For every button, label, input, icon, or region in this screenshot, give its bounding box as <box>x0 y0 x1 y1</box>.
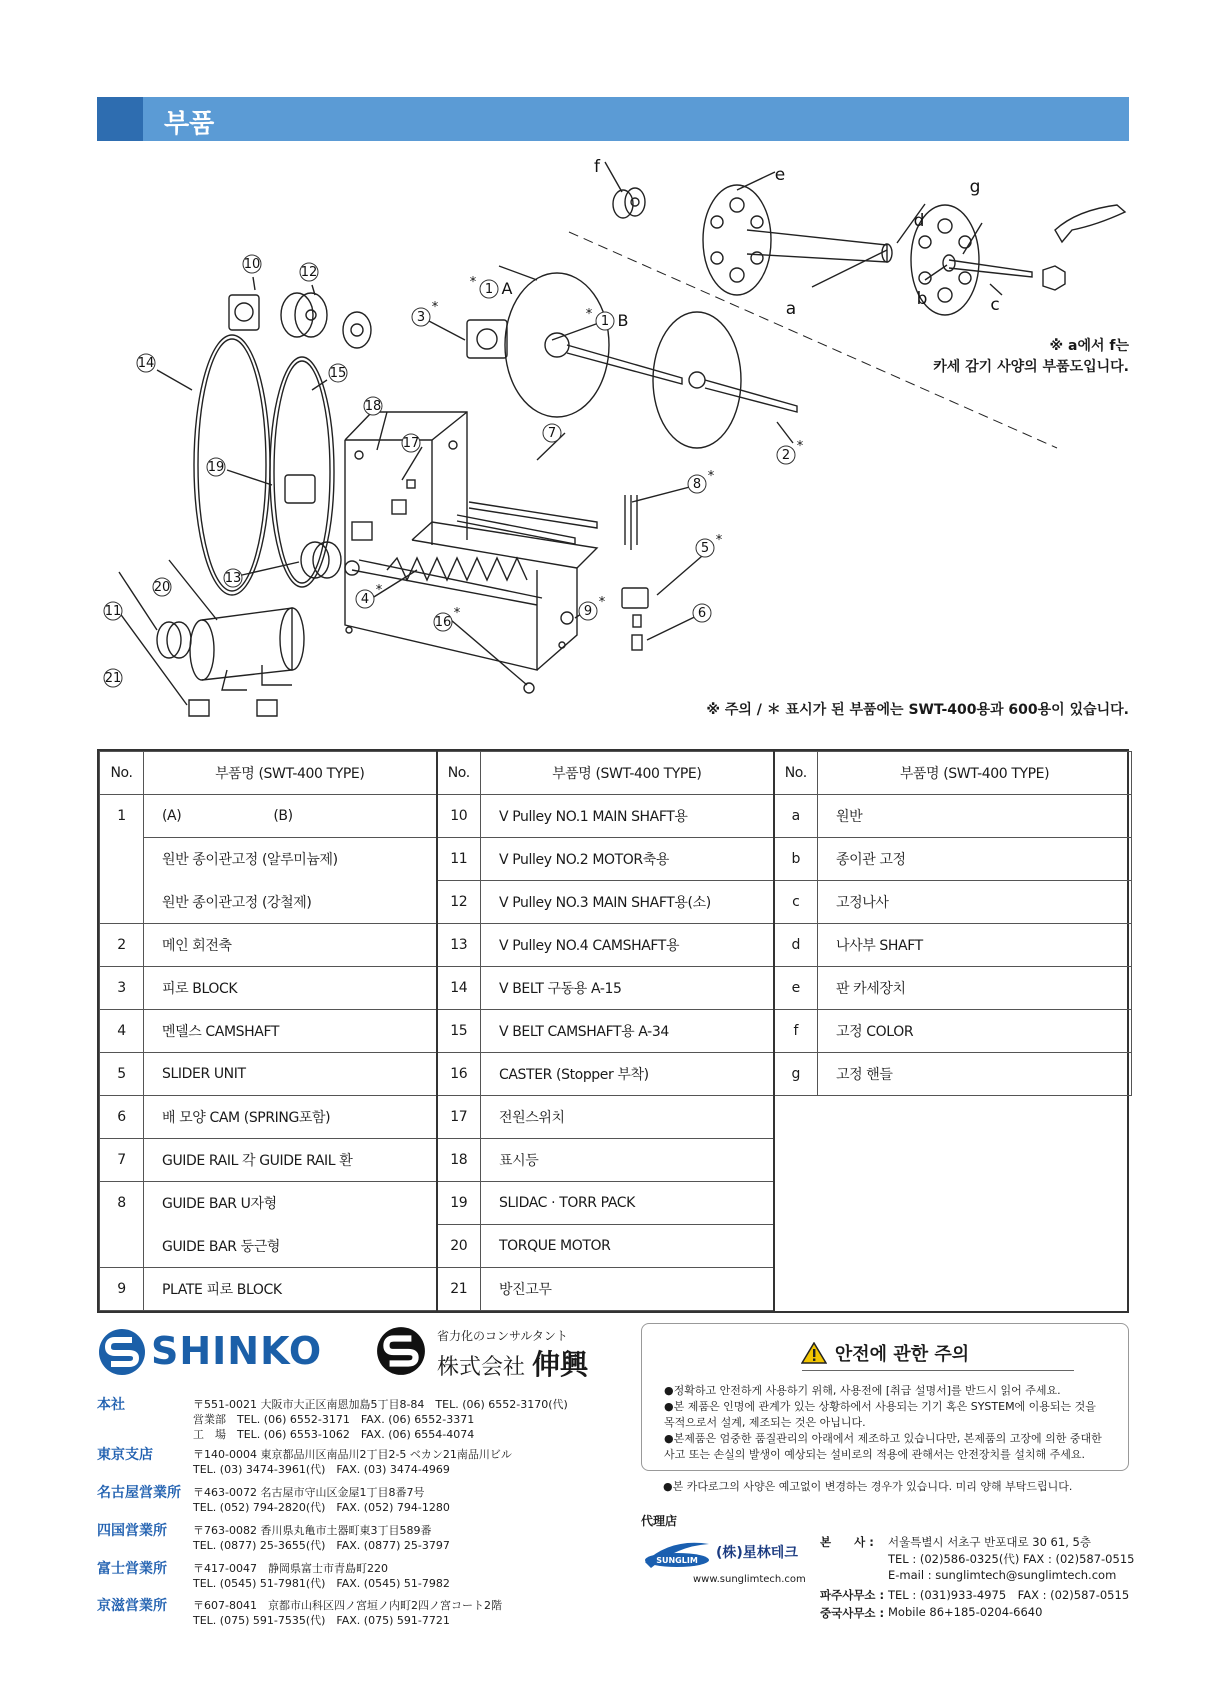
paju-label: 파주사무소 : <box>820 1588 885 1602</box>
table-row <box>100 924 1132 967</box>
svg-text:*: * <box>469 275 477 290</box>
svg-text:1: 1 <box>484 282 494 297</box>
svg-text:e: e <box>774 165 786 185</box>
col-name-header: 부품명 (SWT-400 TYPE) <box>144 752 437 795</box>
svg-text:11: 11 <box>104 604 122 619</box>
part-no: 6 <box>100 1096 144 1139</box>
table-row <box>100 881 1132 924</box>
part-name: 고정 COLOR <box>818 1010 1132 1053</box>
china-label: 중국사무소 : <box>820 1606 885 1620</box>
callout-3 <box>412 300 439 326</box>
part-no: 21 <box>437 1268 481 1311</box>
office-line: 〒607-8041 京都市山科区四ノ宮垣ノ内町2四ノ宮コート2階 <box>193 1599 502 1612</box>
safety-item: 사고 또는 손실의 발생이 예상되는 설비로의 적용에 관해서는 안전장치를 설치해 주세요. <box>664 1448 1085 1461</box>
office-line: TEL. (0545) 51-7981(代) FAX. (0545) 51-7982 <box>193 1577 450 1590</box>
svg-text:13: 13 <box>224 571 242 586</box>
svg-text:*: * <box>375 583 383 598</box>
safety-item: ●정확하고 안전하게 사용하기 위해, 사용전에 [취급 설명서]를 반드시 읽어 주세요. <box>664 1384 1061 1397</box>
svg-text:8: 8 <box>692 477 702 492</box>
exploded-view-drawing <box>97 150 1129 720</box>
callout-16 <box>434 606 461 631</box>
svg-text:b: b <box>916 289 928 309</box>
svg-text:*: * <box>796 439 804 454</box>
shinko-jp-mark-icon <box>375 1325 427 1377</box>
part-name: GUIDE BAR 둥근형 <box>144 1225 437 1268</box>
part-no: 8 <box>100 1182 144 1225</box>
table-header-row <box>100 752 1132 795</box>
part-no: 12 <box>437 881 481 924</box>
callout-6 <box>693 604 711 622</box>
callout-4 <box>356 583 383 608</box>
callout-20 <box>153 578 171 596</box>
svg-text:6: 6 <box>697 606 707 621</box>
callout-5 <box>696 533 723 557</box>
part-no: 16 <box>437 1053 481 1096</box>
svg-text:A: A <box>501 279 513 298</box>
office-line: 〒417-0047 静岡県富士市青島町220 <box>193 1562 388 1575</box>
shinko-s-mark-icon <box>97 1327 147 1377</box>
parts-diagram <box>97 150 1129 720</box>
dealer-label: 代理店 <box>641 1514 678 1528</box>
svg-text:18: 18 <box>364 399 382 414</box>
part-name: 전원스위치 <box>481 1096 774 1139</box>
callout-14 <box>137 354 155 372</box>
part-no: 7 <box>100 1139 144 1182</box>
hq-email[interactable]: E-mail : sunglimtech@sunglimtech.com <box>888 1568 1117 1582</box>
part-no: a <box>774 795 818 838</box>
callout-10 <box>243 255 261 273</box>
cassette-note-line2: 카세 감기 사양의 부품도입니다. <box>933 359 1129 375</box>
part-name: V Pulley NO.4 CAMSHAFT용 <box>481 924 774 967</box>
office-line: TEL. (03) 3474-3961(代) FAX. (03) 3474-4969 <box>193 1463 450 1476</box>
empty-cell <box>774 1096 1132 1311</box>
table-row <box>100 1053 1132 1096</box>
part-no: 9 <box>100 1268 144 1311</box>
safety-item: ●본 제품은 인명에 관계가 있는 상황하에서 사용되는 기기 혹은 SYSTEM에 이용되는 것을 <box>664 1400 1096 1413</box>
svg-text:4: 4 <box>360 592 370 607</box>
callout-9 <box>579 595 606 620</box>
office-line: 工 場 TEL. (06) 6553-1062 FAX. (06) 6554-4074 <box>193 1428 475 1441</box>
part-name: CASTER (Stopper 부착) <box>481 1053 774 1096</box>
part-no: 18 <box>437 1139 481 1182</box>
part-name: V BELT CAMSHAFT용 A-34 <box>481 1010 774 1053</box>
part-name: SLIDER UNIT <box>144 1053 437 1096</box>
part-no: 13 <box>437 924 481 967</box>
svg-text:9: 9 <box>583 604 593 619</box>
part-no: 15 <box>437 1010 481 1053</box>
part-no: 2 <box>100 924 144 967</box>
office-line: 〒140-0004 東京都品川区南品川2丁目2-5 ベカン21南品川ビル <box>193 1448 512 1461</box>
callout-17 <box>402 434 420 452</box>
svg-text:*: * <box>453 606 461 621</box>
table-row <box>100 967 1132 1010</box>
svg-text:g: g <box>969 177 981 197</box>
part-name: TORQUE MOTOR <box>481 1225 774 1268</box>
office-line: TEL. (052) 794-2820(代) FAX. (052) 794-1280 <box>193 1501 450 1514</box>
office-line: TEL. (0877) 25-3655(代) FAX. (0877) 25-3797 <box>193 1539 450 1552</box>
part-name: GUIDE RAIL 각 GUIDE RAIL 환 <box>144 1139 437 1182</box>
svg-text:20: 20 <box>153 580 171 595</box>
part-name: 종이관 고정 <box>818 838 1132 881</box>
col-no-header: No. <box>437 752 481 795</box>
svg-text:1: 1 <box>600 314 610 329</box>
callout-12 <box>300 263 318 281</box>
jp-tagline: 省力化のコンサルタント <box>437 1329 568 1343</box>
sunglim-logo <box>641 1534 816 1589</box>
part-name: 원반 종이관고정 (강철제) <box>144 881 437 924</box>
part-no: 1 <box>100 795 144 838</box>
part-name: 배 모양 CAM (SPRING포함) <box>144 1096 437 1139</box>
part-no: 19 <box>437 1182 481 1225</box>
svg-text:*: * <box>715 533 723 548</box>
part-name: 방진고무 <box>481 1268 774 1311</box>
office-line: TEL. (075) 591-7535(代) FAX. (075) 591-7721 <box>193 1614 450 1627</box>
part-no <box>100 1225 144 1268</box>
callout-11 <box>104 602 122 620</box>
col-no-header: No. <box>100 752 144 795</box>
dealer-url[interactable]: www.sunglimtech.com <box>693 1574 806 1585</box>
part-no: g <box>774 1053 818 1096</box>
svg-text:17: 17 <box>402 436 420 451</box>
part-name: V Pulley NO.1 MAIN SHAFT용 <box>481 795 774 838</box>
part-name: 표시등 <box>481 1139 774 1182</box>
office-line: 〒463-0072 名古屋市守山区金屋1丁目8番7号 <box>193 1486 425 1499</box>
part-name: (A) (B) <box>144 795 437 838</box>
callout-1b <box>586 307 629 330</box>
part-no <box>100 838 144 881</box>
safety-item: ●본제품은 엄중한 품질관리의 아래에서 제조하고 있습니다만, 본제품의 고장에 의한 중대한 <box>664 1432 1102 1445</box>
part-no: 17 <box>437 1096 481 1139</box>
section-header <box>97 97 1129 141</box>
part-no: 4 <box>100 1010 144 1053</box>
part-no: d <box>774 924 818 967</box>
safety-item: 목적으로서 설계, 제조되는 것은 아닙니다. <box>664 1416 866 1429</box>
office-name: 富士営業所 <box>97 1561 167 1577</box>
office-name: 本社 <box>97 1397 125 1413</box>
part-name: 고정 핸들 <box>818 1053 1132 1096</box>
part-no: b <box>774 838 818 881</box>
part-name: 메인 회전축 <box>144 924 437 967</box>
shinko-jp-logo <box>375 1325 589 1381</box>
part-no: 10 <box>437 795 481 838</box>
svg-text:19: 19 <box>207 460 225 475</box>
jp-company-name: 株式会社 伸興 <box>437 1348 589 1381</box>
table-row <box>100 1096 1132 1139</box>
cassette-letter-labels <box>594 157 1000 319</box>
part-no: 5 <box>100 1053 144 1096</box>
svg-text:14: 14 <box>137 356 155 371</box>
table-row <box>100 838 1132 881</box>
svg-text:2: 2 <box>781 448 791 463</box>
table-row <box>100 1010 1132 1053</box>
callout-19 <box>207 458 225 476</box>
svg-text:7: 7 <box>547 426 557 441</box>
callout-18 <box>364 397 382 415</box>
callout-13 <box>224 569 242 587</box>
warning-icon <box>801 1342 827 1364</box>
shinko-wordmark: SHINKO <box>151 1329 323 1373</box>
office-name: 京滋営業所 <box>97 1598 167 1614</box>
part-name: 원반 종이관고정 (알루미늄제) <box>144 838 437 881</box>
part-no: 14 <box>437 967 481 1010</box>
hq-label: 본 사 : <box>820 1535 874 1549</box>
callout-21 <box>104 669 122 687</box>
svg-text:*: * <box>707 469 715 484</box>
catalog-note: ●본 카다로그의 사양은 예고없이 변경하는 경우가 있습니다. 미리 양해 부탁드립니다. <box>663 1480 1073 1493</box>
header-accent <box>97 97 143 141</box>
safety-notice-box <box>641 1323 1129 1471</box>
safety-divider <box>802 1370 1074 1371</box>
col-name-header: 부품명 (SWT-400 TYPE) <box>481 752 774 795</box>
paju-contact: TEL : (031)933-4975 FAX : (02)587-0515 <box>888 1588 1130 1602</box>
section-title: 부품 <box>164 109 215 139</box>
callout-15 <box>329 364 347 382</box>
hq-tel: TEL : (02)586-0325(代) FAX : (02)587-0515 <box>888 1552 1135 1566</box>
sunglim-swoosh-icon <box>641 1534 713 1574</box>
part-name: 판 카세장치 <box>818 967 1132 1010</box>
part-name: 피로 BLOCK <box>144 967 437 1010</box>
part-name: 원반 <box>818 795 1132 838</box>
callout-2 <box>777 439 804 464</box>
safety-title: 안전에 관한 주의 <box>642 1340 1128 1366</box>
cassette-note-line1: ※ a에서 f는 <box>1049 338 1129 354</box>
col-name-header: 부품명 (SWT-400 TYPE) <box>818 752 1132 795</box>
part-name: V Pulley NO.3 MAIN SHAFT용(소) <box>481 881 774 924</box>
svg-text:10: 10 <box>243 257 261 272</box>
part-no: e <box>774 967 818 1010</box>
office-line: 〒763-0082 香川県丸亀市土器町東3丁目589番 <box>193 1524 432 1537</box>
part-name: GUIDE BAR U자형 <box>144 1182 437 1225</box>
star-note: ※ 주의 / ＊ 표시가 된 부품에는 SWT-400용과 600용이 있습니다. <box>706 702 1129 718</box>
part-no: 11 <box>437 838 481 881</box>
svg-text:*: * <box>431 300 439 315</box>
part-no: 3 <box>100 967 144 1010</box>
part-name: PLATE 피로 BLOCK <box>144 1268 437 1311</box>
part-name: 고정나사 <box>818 881 1132 924</box>
office-name: 名古屋営業所 <box>97 1485 181 1501</box>
part-no: 20 <box>437 1225 481 1268</box>
office-line: 営業部 TEL. (06) 6552-3171 FAX. (06) 6552-3371 <box>193 1413 475 1426</box>
office-name: 東京支店 <box>97 1447 153 1463</box>
callout-7 <box>543 424 561 442</box>
svg-text:d: d <box>913 211 925 231</box>
office-line: 〒551-0021 大阪市大正区南恩加島5丁目8-84 TEL. (06) 6552-3170(代) <box>193 1398 568 1411</box>
svg-text:5: 5 <box>700 541 710 556</box>
svg-text:15: 15 <box>329 366 347 381</box>
svg-text:f: f <box>594 157 600 177</box>
hq-address: 서울특별시 서초구 반포대로 30 61, 5층 <box>888 1535 1091 1549</box>
part-name: V Pulley NO.2 MOTOR축용 <box>481 838 774 881</box>
svg-text:*: * <box>585 307 593 322</box>
office-name: 四国営業所 <box>97 1523 167 1539</box>
svg-text:a: a <box>785 299 797 319</box>
svg-text:3: 3 <box>416 310 426 325</box>
part-name: 멘델스 CAMSHAFT <box>144 1010 437 1053</box>
part-no <box>100 881 144 924</box>
svg-text:16: 16 <box>434 615 452 630</box>
svg-text:21: 21 <box>104 671 122 686</box>
part-name: SLIDAC · TORR PACK <box>481 1182 774 1225</box>
part-no: f <box>774 1010 818 1053</box>
col-no-header: No. <box>774 752 818 795</box>
parts-table <box>97 749 1129 1313</box>
svg-text:B: B <box>617 311 629 330</box>
part-no: c <box>774 881 818 924</box>
svg-text:c: c <box>990 295 1000 315</box>
callout-1a <box>470 275 513 298</box>
table-row <box>100 795 1132 838</box>
svg-text:SUNGLIM: SUNGLIM <box>656 1556 698 1565</box>
part-name: V BELT 구동용 A-15 <box>481 967 774 1010</box>
svg-text:*: * <box>598 595 606 610</box>
sunglim-brand: (株)星林테크 <box>716 1545 798 1561</box>
callout-8 <box>688 469 715 493</box>
part-name: 나사부 SHAFT <box>818 924 1132 967</box>
shinko-logo <box>97 1327 323 1381</box>
svg-text:12: 12 <box>300 265 318 280</box>
china-contact: Mobile 86+185-0204-6640 <box>888 1605 1043 1619</box>
